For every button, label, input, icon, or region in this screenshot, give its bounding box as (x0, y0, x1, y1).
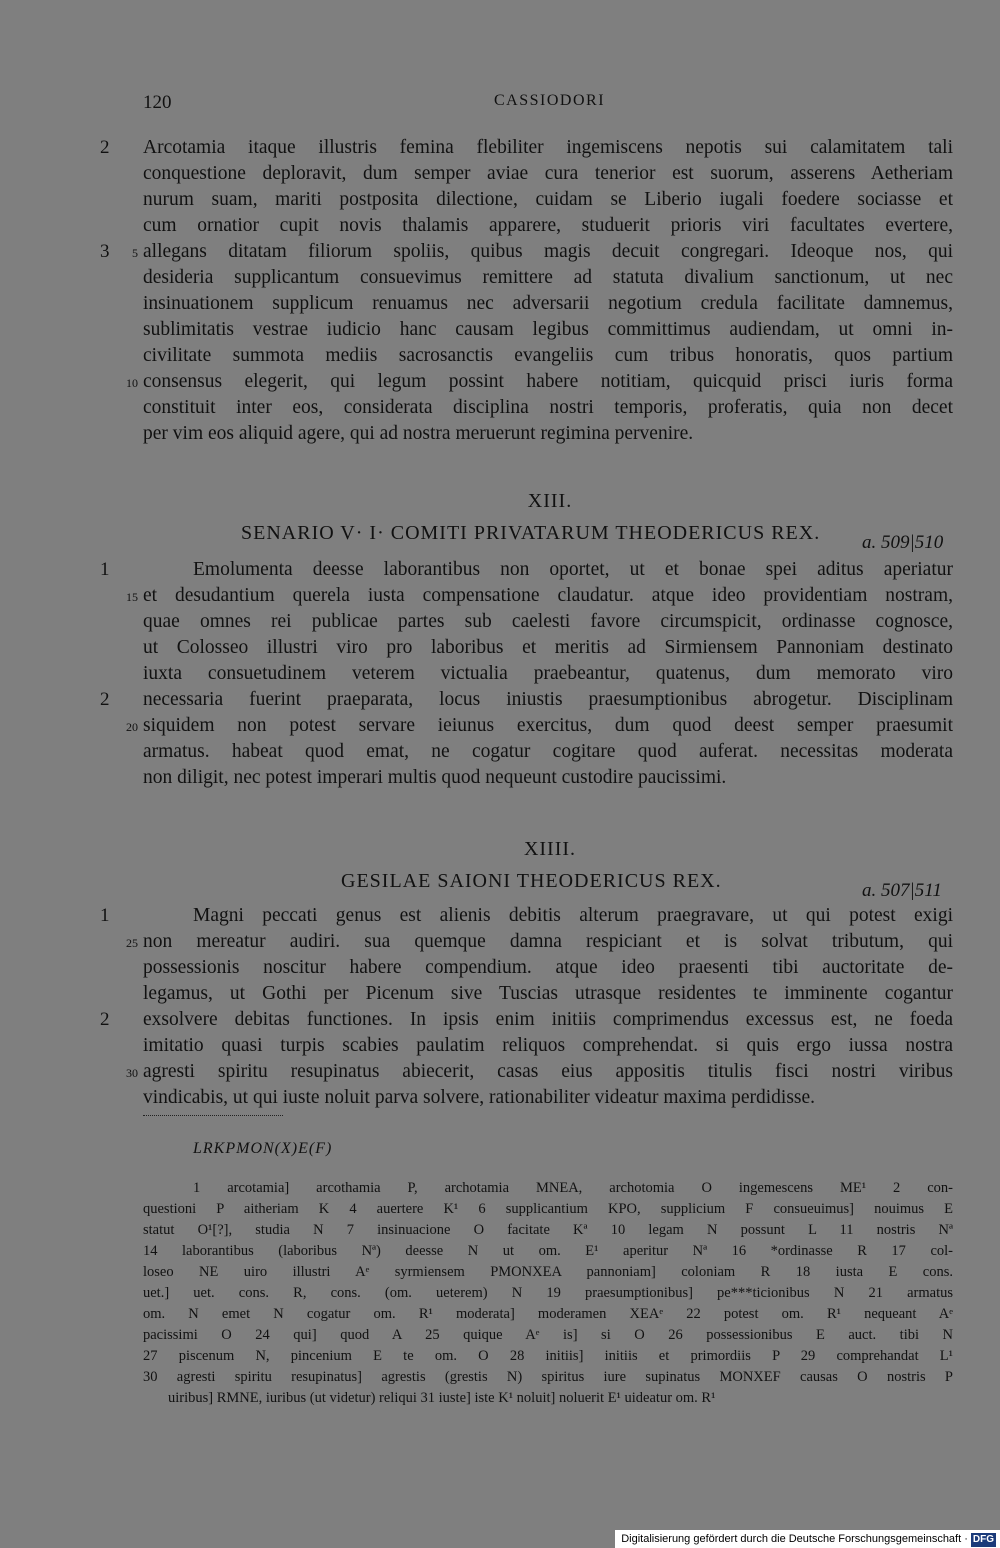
text-line: conquestione deploravit, dum semper aviae cura tenerior est suorum, asserens Aetheriam (143, 163, 953, 184)
text-line: consensus elegerit, qui legum possint habere notitiam, quicquid prisci iuris forma (143, 371, 953, 392)
apparatus-line: 27 piscenum N, pincenium E te om. O 28 initiis] initiis et primordiis P 29 comprehandat L¹ (143, 1348, 953, 1364)
text-line: Emolumenta deesse laborantibus non oportet, ut et bonae spei aditus aperiatur (193, 559, 953, 580)
margin-number: 2 (100, 1009, 110, 1030)
section-date: a. 509|510 (862, 532, 944, 553)
text-line: ut Colosseo illustri viro pro laboribus et meritis ad Sirmiensem Pannoniam destinato (143, 637, 953, 658)
margin-number: 1 (100, 905, 110, 926)
text-line: insinuationem supplicum renuamus nec adversarii negotium credula facilitate damnemus, (143, 293, 953, 314)
text-line: exsolvere debitas functiones. In ipsis enim initiis comprimendus excessus est, ne foeda (143, 1009, 953, 1030)
text-line: iuxta consuetudinem veterem victualia praebeantur, quatenus, dum memorato viro (143, 663, 953, 684)
margin-number: 2 (100, 689, 110, 710)
margin-number: 1 (100, 559, 110, 580)
text-line: possessionis noscitur habere compendium. atque ideo praesenti tibi auctoritate de- (143, 957, 953, 978)
dfg-logo: DFG (972, 1534, 994, 1545)
text-line: armatus. habeat quod emat, ne cogatur cogitare quod auferat. necessitas moderata (143, 741, 953, 762)
line-number: 25 (126, 936, 138, 950)
text-line: quae omnes rei publicae partes sub caelesti favore circumspicit, ordinasse cognosce, (143, 611, 953, 632)
apparatus-line: 1 arcotamia] arcothamia P, archotamia MNEA, archotomia O ingemescens ME¹ 2 con- (193, 1180, 953, 1196)
text-line: agresti spiritu resupinatus abiecerit, casas eius appositis titulis fisci nostri viribus (143, 1061, 953, 1082)
section-number: XIIII. (523, 838, 577, 860)
section-title: SENARIO V· I· COMITI PRIVATARUM THEODERICUS REX. (241, 522, 821, 544)
text-line: legamus, ut Gothi per Picenum sive Tuscias utrasque residentes te imminente cogantur (143, 983, 953, 1004)
section-date: a. 507|511 (862, 880, 942, 901)
margin-number: 3 (100, 241, 110, 262)
text-line: desideria supplicantum consuevimus remittere ad statuta divalium sanctionum, ut nec (143, 267, 953, 288)
sigla: LRKPMON(X)E(F) (193, 1140, 333, 1157)
text-line: Arcotamia itaque illustris femina flebiliter ingemiscens nepotis sui calamitatem tali (143, 137, 953, 158)
apparatus-line: 14 laborantibus (laboribus Nª) deesse N ut om. E¹ aperitur Nª 16 *ordinasse R 17 col- (143, 1243, 953, 1259)
apparatus-line: statut O¹[?], studia N 7 insinuacione O facitate Kª 10 legam N possunt L 11 nostris Nª (143, 1222, 953, 1238)
apparatus-divider (143, 1115, 283, 1116)
funding-footer (615, 1530, 1000, 1548)
line-number: 20 (126, 720, 138, 734)
footer-text: Digitalisierung gefördert durch die Deutsche Forschungsgemeinschaft · (621, 1533, 968, 1545)
text-line: sublimitatis vestrae iudicio hanc causam legibus committimus audiendam, ut omni in- (143, 319, 953, 340)
running-title: CASSIODORI (494, 92, 606, 109)
text-line: allegans ditatam filiorum spoliis, quibus magis decuit congregari. Ideoque nos, qui (143, 241, 953, 262)
text-line: non diligit, nec potest imperari multis quod nequeunt custodire paucissimi. (143, 767, 727, 788)
page-number: 120 (143, 92, 172, 113)
text-line: imitatio quasi turpis scabies paulatim reliquos comprehendat. si quis ergo iussa nostra (143, 1035, 953, 1056)
section-number: XIII. (527, 490, 573, 512)
line-number: 30 (126, 1066, 138, 1080)
apparatus-line: pacissimi O 24 qui] quod A 25 quique Aᵉ is] si O 26 possessionibus E auct. tibi N (143, 1327, 953, 1343)
text-line: Magni peccati genus est alienis debitis alterum praegravare, ut qui potest exigi (193, 905, 953, 926)
line-number: 5 (132, 246, 138, 260)
text-line: constituit inter eos, considerata disciplina nostri temporis, proferatis, quia non decet (143, 397, 953, 418)
apparatus-line: uet.] uet. cons. R, cons. (om. ueterem) N 19 praesumptionibus] pe***ticionibus N 21 armatus (143, 1285, 953, 1301)
apparatus-line: loseo NE uiro illustri Aᵉ syrmiensem PMONXEA pannoniam] coloniam R 18 iusta E cons. (143, 1264, 953, 1280)
margin-number: 2 (100, 137, 110, 158)
text-line: siquidem non potest servare ieiunus exercitus, dum quod deest semper praesumit (143, 715, 953, 736)
text-line: et desudantium querela iusta compensatione claudatur. atque ideo providentiam nostram, (143, 585, 953, 606)
line-number: 15 (126, 590, 138, 604)
line-number: 10 (126, 376, 138, 390)
text-line: non mereatur audiri. sua quemque damna respiciant et is solvat tributum, qui (143, 931, 953, 952)
text-line: per vim eos aliquid agere, qui ad nostra meruerunt regimina pervenire. (143, 423, 694, 444)
apparatus-line: 30 agresti spiritu resupinatus] agrestis (grestis N) spiritus iure supinatus MONXEF causas O nostris P (143, 1369, 953, 1385)
text-line: nurum suam, mariti postposita dilectione, cuidam se Liberio iugali foedere sociasse et (143, 189, 953, 210)
text-line: civilitate summota mediis sacrosanctis evangeliis cum tribus honoratis, quos partium (143, 345, 953, 366)
apparatus-line: om. N emet N cogatur om. R¹ moderata] moderamen XEAᵉ 22 potest om. R¹ nequeant Aᵉ (143, 1306, 953, 1322)
text-line: cum ornatior cupit novis thalamis apparere, studuerit prioris viri facultates evertere, (143, 215, 953, 236)
section-title: GESILAE SAIONI THEODERICUS REX. (341, 870, 722, 892)
text-line: necessaria fuerint praeparata, locus iniustis praesumptionibus abrogetur. Disciplinam (143, 689, 953, 710)
apparatus-line: uiribus] RMNE, iuribus (ut videtur) reliqui 31 iuste] iste K¹ noluit] noluerit E¹ uideatur om. R¹ (168, 1390, 716, 1406)
apparatus-line: questioni P aitheriam K 4 auertere K¹ 6 supplicantium KPO, supplicium F consueuimus] nouimus E (143, 1201, 953, 1217)
text-line: vindicabis, ut qui iuste noluit parva solvere, rationabiliter videatur maxima perdidisse. (143, 1087, 816, 1108)
